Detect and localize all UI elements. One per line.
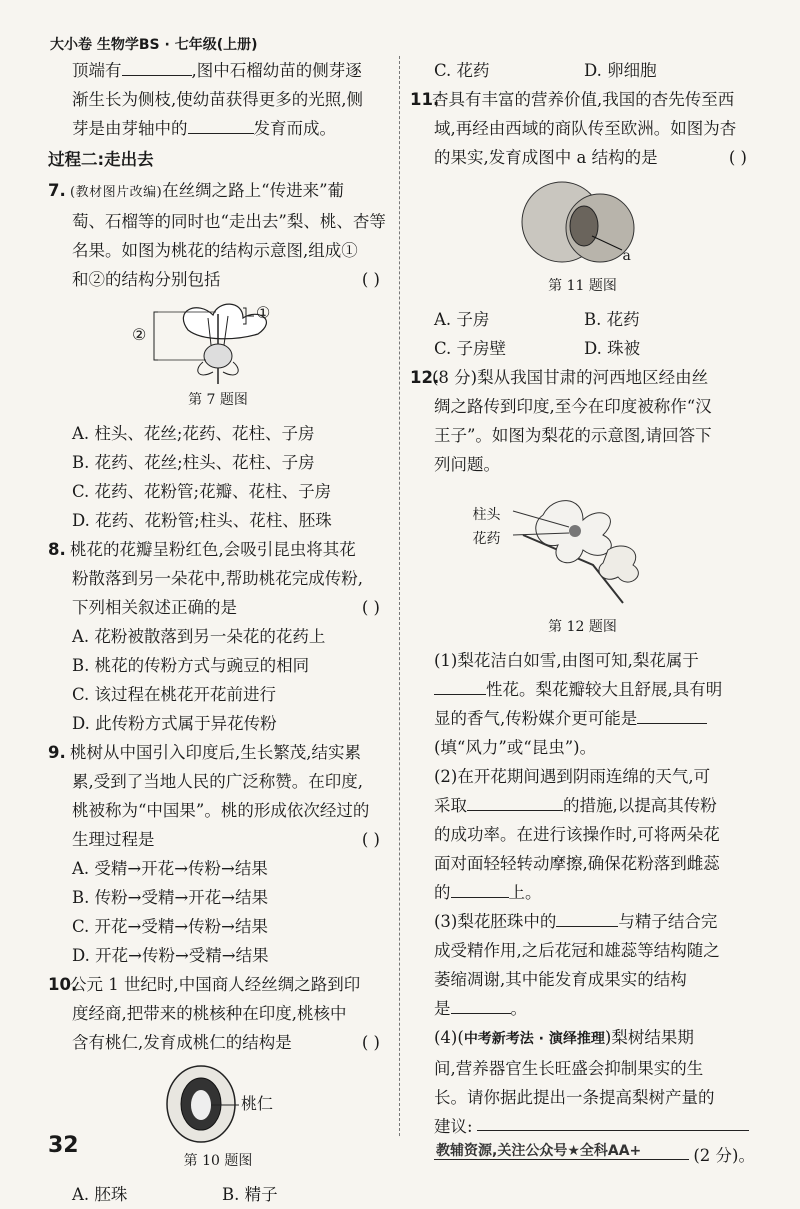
figure-label: a — [622, 248, 631, 264]
option-c[interactable]: C. 开花→受精→传粉→结果 — [72, 917, 269, 936]
question-tag: 中考新考法 · 演绎推理 — [463, 1031, 605, 1047]
answer-blank[interactable] — [434, 676, 486, 695]
question-number: 7. — [48, 181, 66, 200]
answer-blank[interactable] — [637, 705, 707, 724]
figure-caption: 第 10 题图 — [183, 1153, 253, 1169]
question-12: 12.(8 分)梨从我国甘肃的河西地区经由丝 绸之路传到印度,至今在印度被称作“汉 王子”。如图为梨花的示意图,请回答下 列问题。 — [410, 363, 755, 479]
question-12-part-1: (1)梨花洁白如雪,由图可知,梨花属于 性花。梨花瓣较大且舒展,具有明 显的香气,传粉媒介更可能是 (填“风力”或“昆虫”)。 — [434, 651, 723, 757]
column-divider — [399, 56, 400, 1136]
question-number: 9. — [48, 743, 66, 762]
continued-text-line: 渐生长为侧枝,使幼苗获得更多的光照,侧 — [72, 90, 363, 109]
right-column — [410, 56, 755, 1170]
apricot-figure — [518, 178, 648, 270]
option-d[interactable]: D. 开花→传粉→受精→结果 — [72, 946, 269, 965]
answer-blank[interactable] — [477, 1112, 749, 1131]
question-10: 10.公元 1 世纪时,中国商人经丝绸之路到印 度经商,把带来的桃核种在印度,桃核中 含有桃仁,发育成桃仁的结构是 ( ) — [48, 970, 388, 1057]
answer-bracket[interactable]: ( ) — [361, 598, 380, 617]
continued-text-line: 顶端有 ,图中石榴幼苗的侧芽逐 — [48, 56, 388, 85]
left-column — [48, 56, 388, 1209]
question-number: 8. — [48, 540, 66, 559]
option-b[interactable]: B. 桃花的传粉方式与豌豆的相同 — [72, 656, 310, 675]
figure-label: ② — [132, 325, 147, 344]
option-c[interactable]: C. 该过程在桃花开花前进行 — [72, 685, 277, 704]
option-a[interactable]: A. 胚珠 — [72, 1185, 128, 1204]
question-9: 9. 桃树从中国引入印度后,生长繁茂,结实累 累,受到了当地人民的广泛称赞。在印度, 桃被称为“中国果”。桃的形成依次经过的 生理过程是 ( ) — [48, 738, 388, 854]
answer-bracket[interactable]: ( ) — [728, 148, 747, 167]
option-a[interactable]: A. 受精→开花→传粉→结果 — [72, 859, 268, 878]
option-a[interactable]: A. 花粉被散落到另一朵花的花药上 — [72, 627, 326, 646]
peach-flower-diagram — [118, 300, 318, 384]
answer-bracket[interactable]: ( ) — [361, 1033, 380, 1052]
option-d[interactable]: D. 此传粉方式属于异花传粉 — [72, 714, 277, 733]
option-b[interactable]: B. 精子 — [222, 1185, 278, 1204]
option-c[interactable]: C. 花药、花粉管;花瓣、花柱、子房 — [72, 482, 332, 501]
question-number: 11. — [410, 90, 440, 109]
figure-caption: 第 12 题图 — [548, 619, 617, 635]
pear-flower-figure — [472, 495, 683, 605]
option-b[interactable]: B. 花药、花丝;柱头、花柱、子房 — [72, 453, 315, 472]
question-tag: (教材图片改编) — [70, 185, 163, 200]
figure-label: 桃仁 — [241, 1094, 274, 1113]
option-b[interactable]: B. 花药 — [584, 310, 640, 329]
question-12-part-2: (2)在开花期间遇到阴雨连绵的天气,可 采取 的措施,以提高其传粉 的成功率。在进行该操作时,可将两朵花 面对面轻轻转动摩擦,确保花粉落到雌蕊 的 上。 — [434, 767, 720, 902]
question-12-part-4: (4)(中考新考法 · 演绎推理)梨树结果期 间,营养器官生长旺盛会抑制果实的生 长。请你据此提出一条提高梨树产量的 建议: (2 分)。 — [434, 1028, 755, 1165]
question-11: 11.杏具有丰富的营养价值,我国的杏先传至西 域,再经由西域的商队传至欧洲。如图为杏 的果实,发育成图中 a 结构的是 ( ) — [410, 85, 755, 172]
peach-pit-figure — [143, 1063, 293, 1145]
answer-bracket[interactable]: ( ) — [361, 830, 380, 849]
answer-blank[interactable] — [122, 57, 192, 76]
footer-promo: 教辅资源,关注公众号★全科AA+ — [436, 1143, 642, 1159]
answer-blank[interactable] — [467, 792, 563, 811]
answer-bracket[interactable]: ( ) — [361, 270, 380, 289]
page-header: 大小卷 生物学BS · 七年级(上册) — [50, 37, 258, 53]
question-number: 12. — [410, 368, 440, 387]
question-12-part-3: (3)梨花胚珠中的 与精子结合完 成受精作用,之后花冠和雄蕊等结构随之 萎缩凋谢,其中能发育成果实的结构 是 。 — [410, 907, 755, 1023]
option-a[interactable]: A. 子房 — [434, 310, 490, 329]
option-d[interactable]: D. 花药、花粉管;柱头、花柱、胚珠 — [72, 511, 332, 530]
option-c[interactable]: C. 花药 — [434, 61, 490, 80]
question-7: 7. (教材图片改编)在丝绸之路上“传进来”葡 萄、石榴等的同时也“走出去”梨、桃、杏等 名果。如图为桃花的结构示意图,组成① 和②的结构分别包括 ( ) — [48, 176, 388, 294]
option-c[interactable]: C. 子房壁 — [434, 339, 507, 358]
figure-caption: 第 7 题图 — [188, 392, 248, 408]
figure-label: 柱头 — [472, 507, 501, 523]
peach-flower-figure — [118, 300, 318, 384]
page-number: 32 — [48, 1133, 79, 1158]
continued-text-line: 芽是由芽轴中的 发育而成。 — [48, 114, 388, 143]
figure-caption: 第 11 题图 — [548, 278, 617, 294]
option-b[interactable]: B. 传粉→受精→开花→结果 — [72, 888, 269, 907]
answer-blank[interactable] — [556, 908, 618, 927]
option-d[interactable]: D. 卵细胞 — [584, 61, 657, 80]
question-8: 8. 桃花的花瓣呈粉红色,会吸引昆虫将其花 粉散落到另一朵花中,帮助桃花完成传粉, 下列相关叙述正确的是 ( ) — [48, 535, 388, 622]
option-a[interactable]: A. 柱头、花丝;花药、花柱、子房 — [72, 424, 315, 443]
answer-blank[interactable] — [451, 995, 511, 1014]
answer-blank[interactable] — [188, 115, 254, 134]
question-number: 10. — [48, 975, 78, 994]
answer-blank[interactable] — [451, 879, 509, 898]
figure-label: ① — [256, 303, 271, 322]
option-d[interactable]: D. 珠被 — [584, 339, 641, 358]
pear-flower-diagram — [483, 495, 683, 605]
section-heading: 过程二:走出去 — [48, 150, 154, 169]
figure-label: 花药 — [472, 531, 501, 547]
